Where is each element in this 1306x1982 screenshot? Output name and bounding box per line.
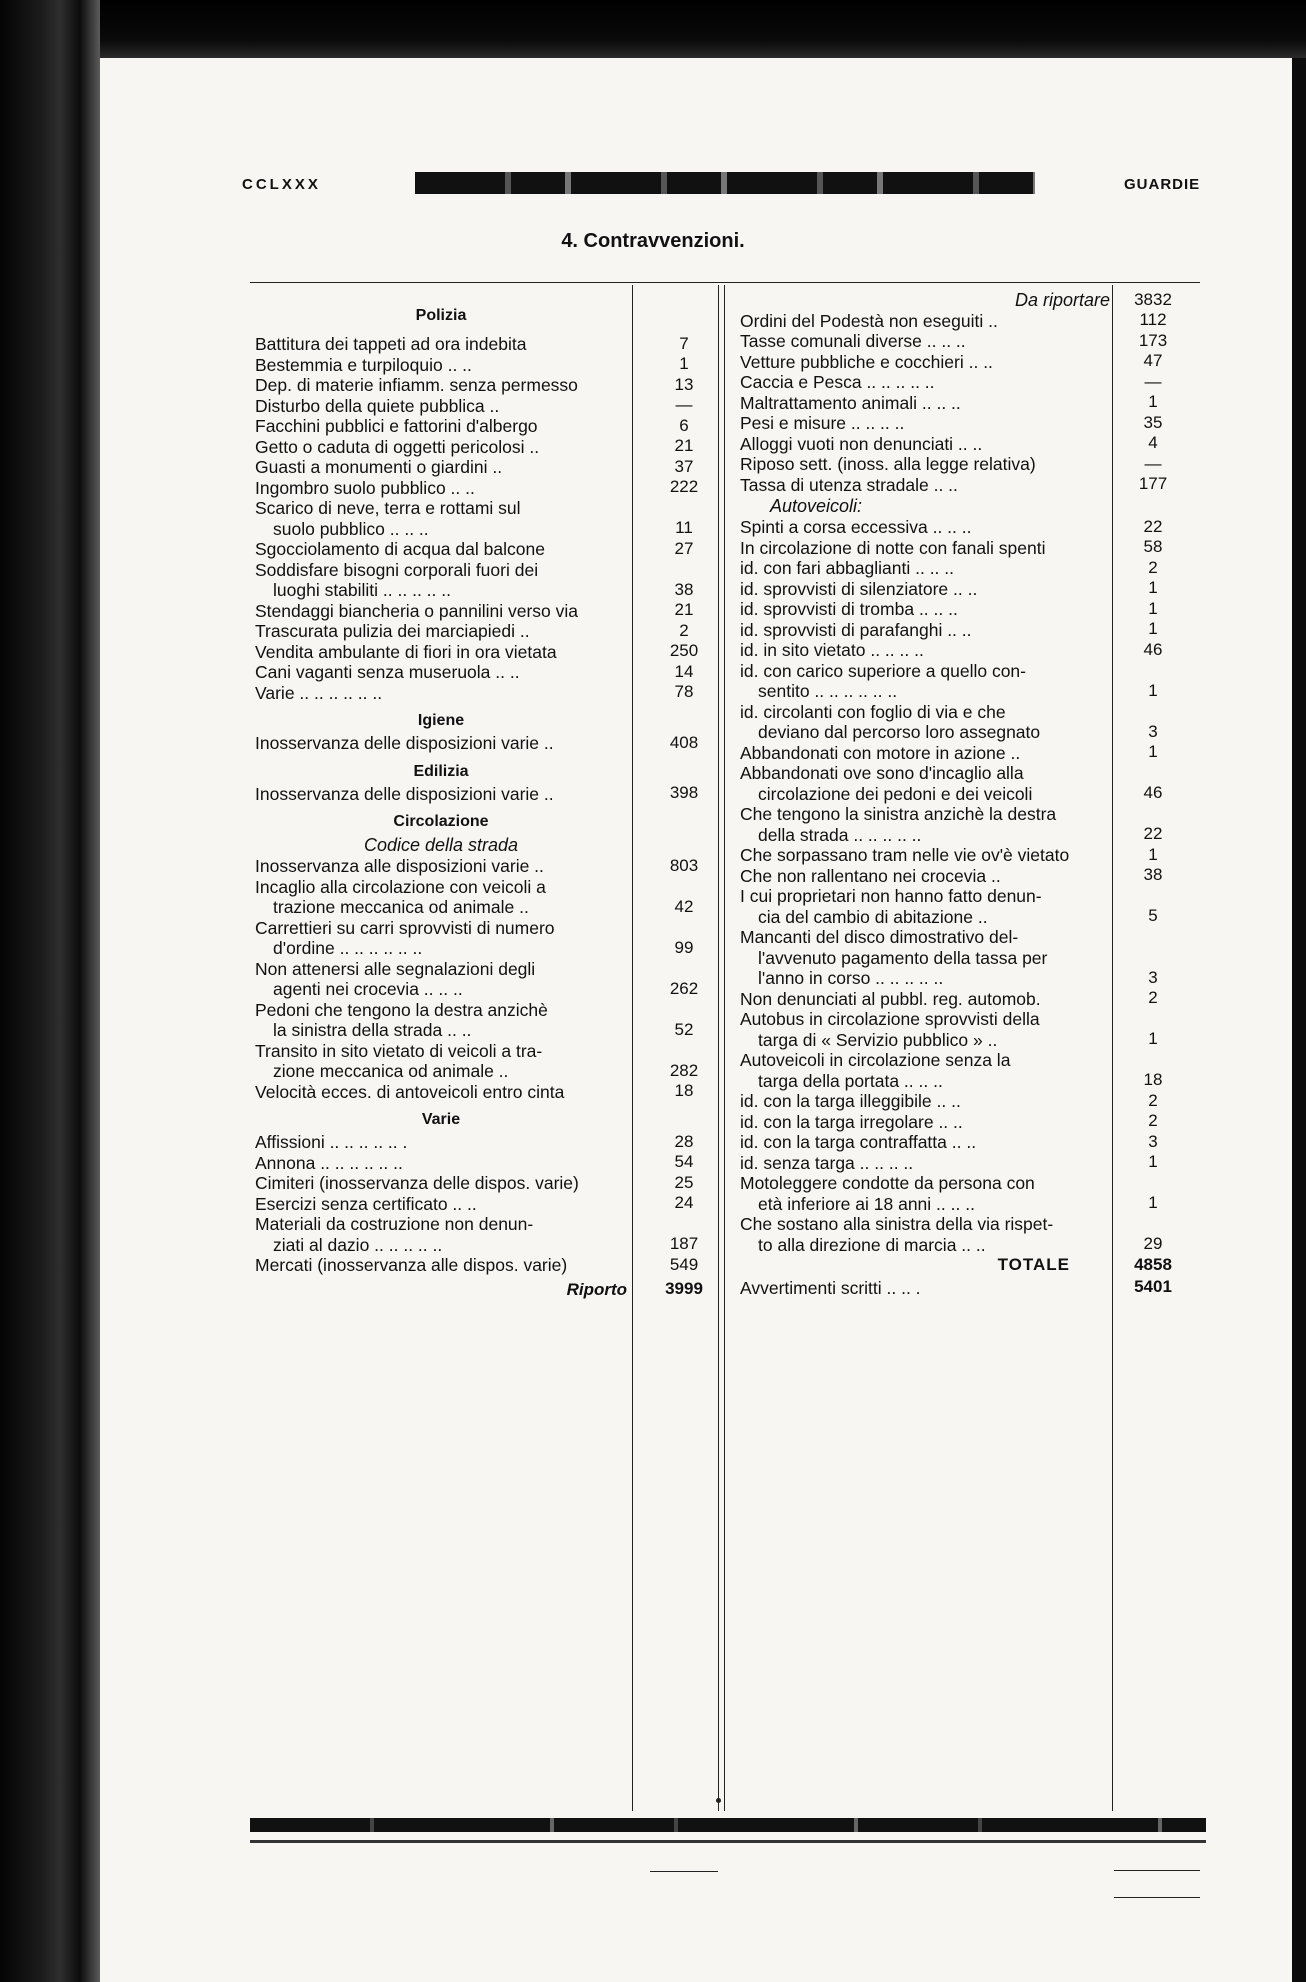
row-value: 3: [1148, 967, 1158, 987]
row-value: 21: [674, 600, 694, 619]
row-value: 1: [1148, 619, 1158, 638]
row-value: 25: [674, 1172, 694, 1192]
table-row: [740, 1173, 1110, 1214]
table-row: [255, 396, 627, 417]
row-label: Inosservanza delle disposizioni varie ..: [255, 783, 554, 804]
table-row: [255, 733, 627, 754]
row-label: Battitura dei tappeti ad ora indebita: [255, 334, 527, 354]
row-label: Vendita ambulante di fiori in ora vietata: [255, 641, 557, 662]
table-row: [740, 393, 1110, 414]
row-label: Soddisfare bisogni corporali fuori dei: [255, 559, 539, 580]
right-column-rule: [1112, 285, 1113, 1811]
row-value: 46: [1143, 639, 1163, 659]
totale-label: TOTALE: [997, 1255, 1070, 1274]
row-label: deviano dal percorso loro assegnato: [758, 722, 1041, 742]
row-label: id. sprovvisti di silenziatore .. ..: [740, 578, 978, 599]
scan-top-border: [0, 0, 1306, 58]
row-value: —: [1144, 371, 1162, 391]
row-value: 7: [679, 333, 689, 353]
table-row: [255, 784, 627, 805]
subsection-codice-strada: Codice della strada: [363, 835, 519, 855]
right-sum-rule: [1114, 1870, 1200, 1871]
row-value: 37: [674, 456, 694, 476]
table-row: [740, 352, 1110, 373]
row-value: 18: [674, 1081, 694, 1100]
section-title: GUARDIE: [1124, 176, 1201, 193]
table-row: [740, 372, 1110, 393]
row-label: id. sprovvisti di tromba .. .. ..: [740, 599, 958, 619]
row-value: 173: [1138, 330, 1168, 350]
section-circolazione: Circolazione: [393, 813, 489, 830]
row-label: Inosservanza alle disposizioni varie ..: [255, 856, 544, 876]
row-label: targa della portata .. .. ..: [758, 1070, 943, 1091]
row-value: 11: [675, 518, 693, 537]
table-row: [740, 434, 1110, 455]
row-value: 21: [674, 436, 694, 455]
table-row: [255, 1132, 627, 1153]
row-label: Sgocciolamento di acqua dal balcone: [255, 539, 545, 559]
row-value: 187: [669, 1234, 699, 1253]
table-row: [740, 743, 1110, 764]
row-label: Tasse comunali diverse .. .. ..: [740, 331, 966, 351]
table-row: [740, 866, 1110, 887]
row-value: 2: [679, 620, 689, 640]
table-row: [740, 640, 1110, 661]
row-label: Abbandonati con motore in azione ..: [740, 742, 1021, 763]
list-edilizia: [255, 784, 627, 805]
table-row: [740, 620, 1110, 641]
left-sum-rule: [650, 1871, 718, 1872]
table-row: [740, 989, 1110, 1010]
row-label: Pesi e misure .. .. .. ..: [740, 413, 905, 433]
avvertimenti-value: 5401: [1134, 1277, 1172, 1296]
table-title: 4. Contravvenzioni.: [561, 230, 745, 252]
row-value: 38: [1143, 865, 1163, 884]
row-label: Autoveicoli in circolazione senza la: [740, 1050, 1011, 1070]
row-label: Annona .. .. .. .. .. ..: [255, 1152, 403, 1173]
totale-value: 4858: [1134, 1254, 1172, 1274]
row-label: Maltrattamento animali .. .. ..: [740, 392, 961, 413]
table-row: [255, 642, 627, 663]
row-value: 3: [1148, 721, 1158, 741]
row-value: 398: [669, 783, 699, 802]
table-row: [740, 475, 1110, 496]
subsection-autoveicoli: Autoveicoli:: [770, 496, 863, 516]
row-value: 99: [674, 937, 694, 957]
ink-dot: [716, 1798, 721, 1803]
row-label: id. con la targa contraffatta .. ..: [740, 1132, 977, 1152]
table-row: [255, 1000, 627, 1041]
table-row: [255, 683, 627, 704]
center-rule-b: [724, 285, 725, 1811]
row-label: Facchini pubblici e fattorini d'albergo: [255, 416, 538, 436]
row-label: Inosservanza delle disposizioni varie ..: [255, 733, 554, 753]
row-value: —: [1144, 453, 1162, 473]
table-row: [255, 355, 627, 376]
row-label: Carrettieri su carri sprovvisti di numero: [255, 917, 555, 938]
table-row: [255, 334, 627, 355]
row-value: 24: [674, 1193, 694, 1212]
row-label: id. con la targa illeggibile .. ..: [740, 1091, 961, 1111]
table-row: [740, 1009, 1110, 1050]
table-row: [255, 662, 627, 683]
table-row: [255, 416, 627, 437]
row-value: 78: [674, 682, 694, 701]
row-value: 38: [674, 579, 694, 599]
row-label: Alloggi vuoti non denunciati .. ..: [740, 433, 983, 454]
table-row: [255, 918, 627, 959]
row-label: Autobus in circolazione sprovvisti della: [740, 1009, 1040, 1029]
table-row: [740, 413, 1110, 434]
table-row: [255, 621, 627, 642]
table-row: [255, 437, 627, 458]
row-label: Ingombro suolo pubblico .. ..: [255, 477, 475, 498]
row-value: 29: [1143, 1234, 1163, 1253]
row-value: 1: [1148, 680, 1158, 700]
row-label: Disturbo della quiete pubblica ..: [255, 395, 500, 416]
section-igiene: Igiene: [417, 712, 465, 729]
row-label: Pedoni che tengono la destra anzichè: [255, 999, 548, 1020]
row-value: 2: [1148, 1111, 1158, 1130]
row-label: Che non rallentano nei crocevia ..: [740, 865, 1001, 886]
riporto-value: 3999: [665, 1279, 703, 1298]
row-label: id. circolanti con foglio di via e che: [740, 701, 1006, 722]
row-label: cia del cambio di abitazione ..: [758, 906, 988, 927]
row-label: Cimiteri (inosservanza delle dispos. varie): [255, 1173, 579, 1193]
row-label: Ordini del Podestà non eseguiti ..: [740, 310, 998, 331]
table-row: [740, 538, 1110, 559]
bottom-decorative-line: [250, 1840, 1206, 1843]
riporto-label: Riporto: [566, 1279, 627, 1299]
table-row: [255, 478, 627, 499]
row-label: Motoleggere condotte da persona con: [740, 1173, 1035, 1193]
row-label: trazione meccanica od animale ..: [273, 897, 529, 917]
row-label: l'avvenuto pagamento della tassa per: [758, 947, 1048, 968]
da-riportare-text: Da riportare: [1014, 290, 1110, 310]
row-value: 1: [1148, 1152, 1158, 1171]
row-value: 177: [1138, 474, 1168, 493]
row-label: Scarico di neve, terra e rottami sul: [255, 498, 521, 518]
list-autoveicoli: [740, 517, 1110, 1255]
row-label: Che sorpassano tram nelle vie ov'è vietato: [740, 845, 1070, 865]
row-label: l'anno in corso .. .. .. .. ..: [758, 968, 944, 988]
table-row: [740, 331, 1110, 352]
row-label: Cani vaganti senza museruola .. ..: [255, 662, 520, 682]
row-label: Dep. di materie infiamm. senza permesso: [255, 375, 578, 395]
row-value: 28: [674, 1131, 694, 1151]
row-value: 5: [1148, 906, 1158, 925]
left-column-rule: [632, 285, 633, 1811]
row-label: agenti nei crocevia .. .. ..: [273, 979, 463, 999]
row-label: sentito .. .. .. .. .. ..: [758, 681, 898, 701]
table-row: [255, 375, 627, 396]
row-value: 1: [1148, 1193, 1158, 1212]
row-value: 1: [1148, 844, 1158, 864]
row-label: Mancanti del disco dimostrativo del-: [740, 927, 1019, 947]
table-row: [740, 311, 1110, 332]
table-row: [255, 539, 627, 560]
row-value: 42: [674, 896, 694, 916]
page-number: CCLXXX: [242, 176, 321, 193]
row-value: 2: [1148, 988, 1158, 1007]
row-label: età inferiore ai 18 anni .. .. ..: [758, 1193, 975, 1214]
table-row: [255, 601, 627, 622]
row-value: 262: [669, 978, 699, 998]
row-value: 1: [1148, 598, 1158, 618]
table-row: [255, 1173, 627, 1194]
row-value: 1: [679, 354, 689, 373]
table-row: [255, 498, 627, 539]
row-value: 2: [1148, 1090, 1158, 1110]
list-circolazione: [255, 856, 627, 1102]
row-value: 22: [1143, 516, 1163, 536]
row-value: 408: [669, 732, 699, 752]
row-label: Tassa di utenza stradale .. ..: [740, 474, 958, 495]
bottom-decorative-bar: [250, 1818, 1206, 1832]
row-label: circolazione dei pedoni e dei veicoli: [758, 783, 1033, 804]
table-row: [255, 1153, 627, 1174]
row-value: 4: [1148, 433, 1158, 452]
right-total-rule: [1114, 1897, 1200, 1898]
row-label: Materiali da costruzione non denun-: [255, 1214, 534, 1234]
table-row: [740, 702, 1110, 743]
row-value: 58: [1143, 537, 1163, 556]
section-varie: Varie: [421, 1111, 461, 1128]
row-value: 35: [1143, 412, 1163, 432]
row-label: to alla direzione di marcia .. ..: [758, 1234, 986, 1255]
row-value: 112: [1139, 310, 1167, 329]
list-igiene: [255, 733, 627, 754]
row-value: 54: [674, 1152, 694, 1171]
row-value: 22: [1143, 824, 1163, 843]
row-label: id. con fari abbaglianti .. .. ..: [740, 558, 955, 578]
row-label: Che sostano alla sinistra della via rispet-: [740, 1214, 1054, 1234]
table-row: [740, 661, 1110, 702]
row-value: 1: [1148, 1029, 1158, 1048]
list-varie: [255, 1132, 627, 1276]
row-value: 282: [669, 1060, 699, 1080]
table-row: [740, 558, 1110, 579]
table-row: [255, 1214, 627, 1255]
table-row: [740, 1091, 1110, 1112]
row-label: la sinistra della strada .. ..: [273, 1020, 472, 1040]
da-riportare-value: 3832: [1134, 289, 1172, 309]
table-row: [740, 1132, 1110, 1153]
row-value: 1: [1148, 392, 1158, 411]
da-riportare-label: [740, 290, 1110, 311]
row-value: 27: [674, 538, 694, 558]
row-label: Esercizi senza certificato .. ..: [255, 1193, 477, 1214]
row-label: zione meccanica od animale ..: [273, 1061, 509, 1081]
row-label: Trascurata pulizia dei marciapiedi ..: [255, 621, 530, 641]
row-value: 2: [1148, 557, 1158, 577]
scan-left-border: [0, 0, 100, 1982]
table-top-rule: [250, 282, 1200, 283]
table-row: [740, 845, 1110, 866]
table-row: [740, 1153, 1110, 1174]
row-label: Spinti a corsa eccessiva .. .. ..: [740, 517, 972, 537]
row-value: 1: [1148, 742, 1158, 761]
row-label: Non denunciati al pubbl. reg. automob.: [740, 988, 1041, 1009]
row-value: —: [675, 395, 693, 414]
table-row: [255, 959, 627, 1000]
row-label: Affissioni .. .. .. .. .. .: [255, 1132, 408, 1152]
avvertimenti-label: Avvertimenti scritti .. .. .: [740, 1277, 921, 1298]
row-value: 6: [679, 415, 689, 435]
table-row: [740, 454, 1110, 475]
table-row: [255, 457, 627, 478]
table-row: [740, 886, 1110, 927]
table-row: [740, 763, 1110, 804]
row-label: id. con la targa irregolare .. ..: [740, 1111, 963, 1132]
row-label: Guasti a monumenti o giardini ..: [255, 457, 503, 477]
section-polizia: Polizia: [415, 307, 467, 324]
row-label: Che tengono la sinistra anzichè la destra: [740, 804, 1057, 824]
row-value: 222: [669, 477, 699, 496]
center-rule-a: [718, 285, 719, 1811]
table-row: [255, 1082, 627, 1103]
row-label: d'ordine .. .. .. .. .. ..: [273, 938, 423, 958]
row-value: 46: [1143, 783, 1163, 802]
row-label: Stendaggi biancheria o pannilini verso via: [255, 600, 578, 621]
row-value: 47: [1143, 351, 1163, 370]
row-value: 549: [669, 1254, 699, 1274]
row-value: 803: [669, 855, 699, 875]
row-label: Transito in sito vietato di veicoli a tra-: [255, 1040, 543, 1061]
table-row: [740, 1214, 1110, 1255]
table-row: [255, 1041, 627, 1082]
left-column: [255, 290, 627, 1300]
table-row: [740, 1050, 1110, 1091]
row-label: Bestemmia e turpiloquio .. ..: [255, 354, 472, 375]
row-label: Vetture pubbliche e cocchieri .. ..: [740, 351, 993, 372]
row-label: della strada .. .. .. .. ..: [758, 824, 922, 845]
row-label: luoghi stabiliti .. .. .. .. ..: [273, 580, 451, 600]
row-value: 14: [674, 661, 694, 681]
row-label: Velocità ecces. di antoveicoli entro cinta: [255, 1081, 565, 1102]
table-row: [255, 856, 627, 877]
list-polizia: [255, 334, 627, 703]
list-right-general: [740, 311, 1110, 496]
row-label: Caccia e Pesca .. .. .. .. ..: [740, 372, 935, 392]
row-label: Getto o caduta di oggetti pericolosi ..: [255, 436, 540, 457]
table-row: [740, 517, 1110, 538]
header-decorative-bar: [415, 172, 1035, 194]
row-label: suolo pubblico .. .. ..: [273, 518, 429, 539]
row-label: Incaglio alla circolazione con veicoli a: [255, 876, 546, 897]
table-row: [255, 1255, 627, 1276]
row-value: 1: [1148, 578, 1158, 597]
table-row: [740, 1112, 1110, 1133]
table-row: [740, 804, 1110, 845]
row-value: 250: [669, 641, 699, 660]
row-label: Riposo sett. (inoss. alla legge relativa): [740, 454, 1036, 474]
row-label: Abbandonati ove sono d'incaglio alla: [740, 763, 1024, 783]
row-label: ziati al dazio .. .. .. .. ..: [273, 1234, 443, 1255]
row-label: Varie .. .. .. .. .. ..: [255, 682, 383, 703]
row-label: In circolazione di notte con fanali spenti: [740, 537, 1046, 558]
row-label: id. senza targa .. .. .. ..: [740, 1152, 914, 1173]
row-value: 13: [674, 374, 694, 394]
row-label: I cui proprietari non hanno fatto denun-: [740, 886, 1042, 906]
table-row: [255, 1194, 627, 1215]
right-column: [740, 290, 1110, 1298]
table-row: [740, 927, 1110, 989]
row-label: Mercati (inosservanza alle dispos. varie): [255, 1255, 568, 1275]
row-label: id. sprovvisti di parafanghi .. ..: [740, 619, 972, 640]
row-label: targa di « Servizio pubblico » ..: [758, 1029, 998, 1050]
row-value: 52: [674, 1019, 694, 1039]
row-label: id. in sito vietato .. .. .. ..: [740, 640, 924, 660]
scan-right-border: [1292, 58, 1306, 1982]
row-label: Non attenersi alle segnalazioni degli: [255, 958, 536, 979]
table-row: [740, 579, 1110, 600]
row-value: 3: [1148, 1131, 1158, 1151]
table-row: [255, 877, 627, 918]
section-edilizia: Edilizia: [413, 762, 469, 780]
table-row: [740, 599, 1110, 620]
row-label: id. con carico superiore a quello con-: [740, 660, 1026, 681]
table-row: [255, 560, 627, 601]
row-value: 18: [1143, 1070, 1163, 1089]
